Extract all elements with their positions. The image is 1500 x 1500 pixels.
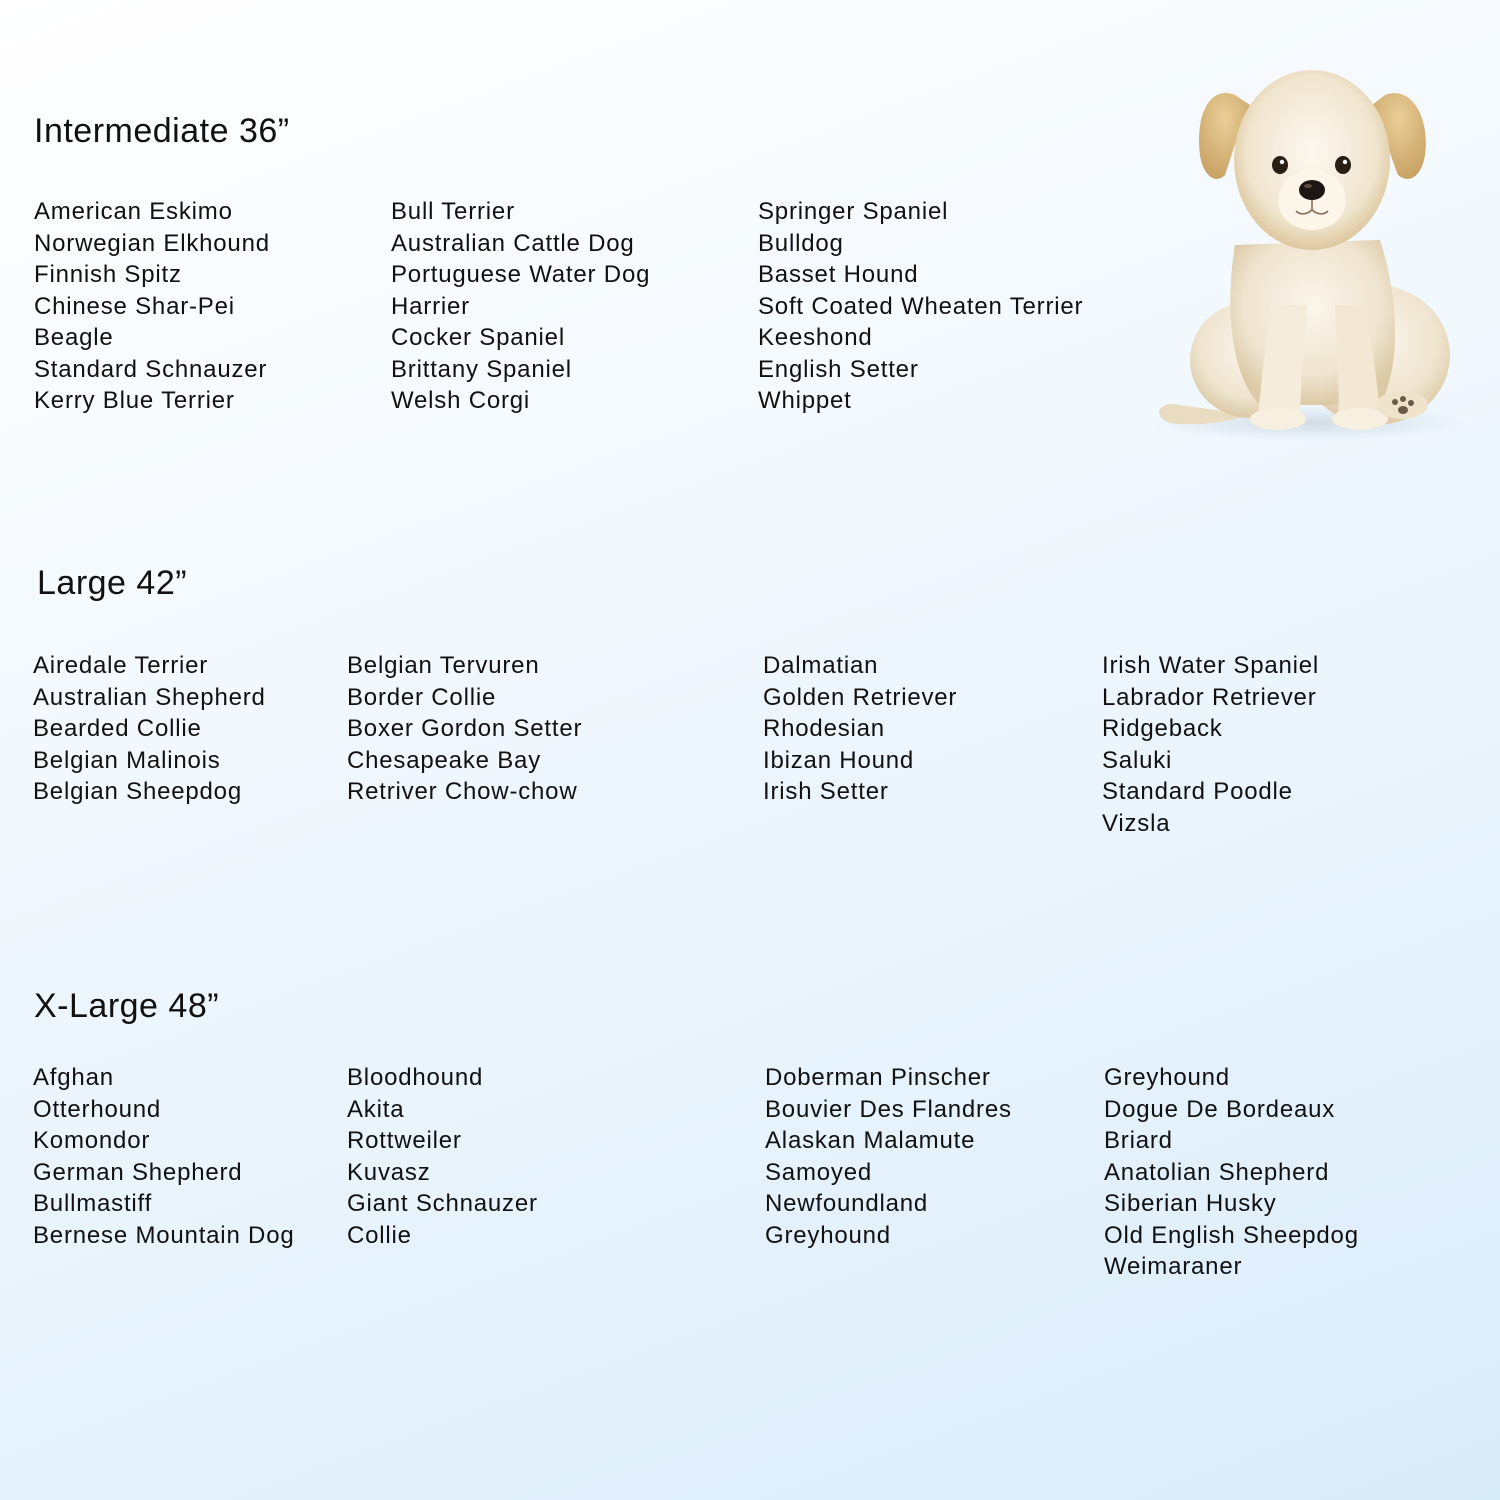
breed-item: Bouvier Des Flandres: [765, 1095, 1012, 1123]
breed-item: Belgian Tervuren: [347, 652, 540, 679]
breed-item: Vizsla: [1102, 809, 1171, 837]
breed-item: Ibizan Hound: [763, 746, 915, 774]
breed-item: Greyhound: [765, 1221, 891, 1249]
breed-item: Bernese Mountain Dog: [33, 1221, 295, 1249]
breed-item: Greyhound: [1104, 1064, 1230, 1091]
breed-item: Dalmatian: [763, 652, 879, 679]
breed-item: Belgian Malinois: [33, 746, 221, 774]
breed-item: Boxer Gordon Setter: [347, 715, 583, 742]
breed-item: Ridgeback: [1102, 715, 1223, 742]
breed-item: Bloodhound: [347, 1064, 484, 1091]
section-title-x-large: X-Large 48”: [34, 987, 220, 1025]
breed-item: German Shepherd: [33, 1158, 243, 1186]
breed-item: Finnish Spitz: [34, 261, 182, 288]
breed-item: Retriver Chow-chow: [347, 778, 578, 805]
breed-item: Airedale Terrier: [33, 652, 209, 679]
breed-item: Rhodesian: [763, 715, 885, 742]
breed-item: Labrador Retriever: [1102, 683, 1317, 711]
breed-column: [391, 196, 650, 417]
breed-item: Australian Shepherd: [33, 683, 266, 711]
breed-item: Whippet: [758, 387, 852, 414]
breed-item: Otterhound: [33, 1095, 162, 1123]
breed-column: [33, 650, 266, 808]
breed-item: Anatolian Shepherd: [1104, 1158, 1330, 1186]
breed-item: Doberman Pinscher: [765, 1064, 991, 1091]
breed-item: Norwegian Elkhound: [34, 229, 270, 257]
breed-item: Samoyed: [765, 1158, 872, 1186]
section-title-large: Large 42”: [37, 564, 188, 602]
breed-item: Golden Retriever: [763, 683, 958, 711]
breed-item: Welsh Corgi: [391, 387, 531, 414]
breed-column: [34, 196, 270, 417]
breed-item: Collie: [347, 1221, 412, 1249]
breed-item: Standard Poodle: [1102, 778, 1293, 805]
breed-item: Giant Schnauzer: [347, 1190, 538, 1217]
breed-item: Australian Cattle Dog: [391, 229, 635, 257]
breed-item: Briard: [1104, 1127, 1173, 1154]
breed-item: Springer Spaniel: [758, 198, 949, 225]
breed-column: [347, 650, 582, 808]
breed-item: Irish Setter: [763, 778, 889, 805]
breed-column: [347, 1062, 538, 1251]
breed-item: Newfoundland: [765, 1190, 929, 1217]
breed-item: Belgian Sheepdog: [33, 778, 242, 805]
breed-column: [765, 1062, 1012, 1251]
breed-item: Kerry Blue Terrier: [34, 387, 235, 414]
breed-item: Chesapeake Bay: [347, 746, 541, 774]
breed-item: Chinese Shar-Pei: [34, 292, 235, 320]
breed-item: Bearded Collie: [33, 715, 202, 742]
breed-item: Harrier: [391, 292, 470, 320]
breed-item: Siberian Husky: [1104, 1190, 1277, 1217]
breed-column: [1104, 1062, 1359, 1283]
breed-item: Standard Schnauzer: [34, 355, 268, 383]
breed-item: Kuvasz: [347, 1158, 431, 1186]
breed-item: Akita: [347, 1095, 405, 1123]
breed-item: Alaskan Malamute: [765, 1127, 976, 1154]
puppy-image: [1140, 55, 1470, 445]
breed-item: English Setter: [758, 355, 919, 383]
breed-item: American Eskimo: [34, 198, 233, 225]
breed-item: Bullmastiff: [33, 1190, 153, 1217]
breed-item: Soft Coated Wheaten Terrier: [758, 292, 1084, 320]
breed-item: Saluki: [1102, 746, 1173, 774]
breed-item: Keeshond: [758, 324, 873, 351]
breed-item: Cocker Spaniel: [391, 324, 565, 351]
breed-item: Rottweiler: [347, 1127, 462, 1154]
breed-item: Old English Sheepdog: [1104, 1221, 1359, 1249]
breed-item: Komondor: [33, 1127, 151, 1154]
breed-item: Dogue De Bordeaux: [1104, 1095, 1336, 1123]
breed-item: Brittany Spaniel: [391, 355, 572, 383]
breed-item: Basset Hound: [758, 261, 919, 288]
breed-item: Bull Terrier: [391, 198, 515, 225]
breed-item: Weimaraner: [1104, 1253, 1243, 1280]
breed-column: [758, 196, 1083, 417]
breed-column: [33, 1062, 294, 1251]
breed-item: Border Collie: [347, 683, 497, 711]
breed-column: [763, 650, 957, 808]
breed-item: Bulldog: [758, 229, 844, 257]
breed-column: [1102, 650, 1319, 839]
breed-item: Afghan: [33, 1064, 114, 1091]
breed-item: Portuguese Water Dog: [391, 261, 651, 288]
section-title-intermediate: Intermediate 36”: [34, 112, 290, 150]
breed-item: Irish Water Spaniel: [1102, 652, 1320, 679]
breed-item: Beagle: [34, 324, 114, 351]
